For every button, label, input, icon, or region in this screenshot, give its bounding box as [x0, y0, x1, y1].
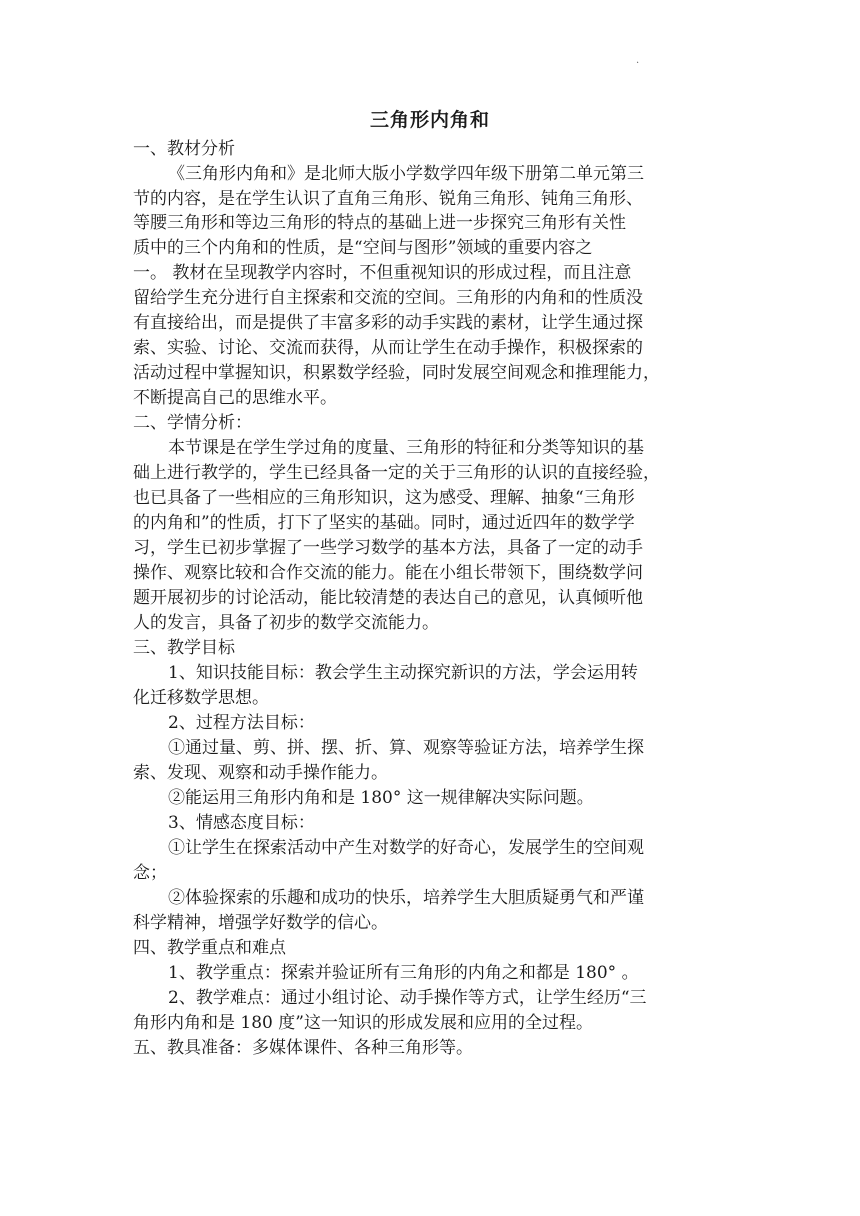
- text-line: 1、知识技能目标：教会学生主动探究新识的方法，学会运用转: [168, 663, 638, 683]
- text-line: 2、教学难点：通过小组讨论、动手操作等方式，让学生经历“三: [168, 988, 647, 1008]
- text-line: ①通过量、剪、拼、摆、折、算、观察等验证方法，培养学生探: [168, 738, 644, 758]
- text-line: 角形内角和是 180 度”这一知识的形成发展和应用的全过程。: [133, 1013, 593, 1033]
- text-line: ②能运用三角形内角和是 180° 这一规律解决实际问题。: [168, 788, 594, 808]
- text-line: 一。 教材在呈现教学内容时，不但重视知识的形成过程，而且注意: [133, 263, 632, 283]
- section-heading-objectives: 三、教学目标: [133, 638, 235, 658]
- section-heading-student-analysis: 二、学情分析：: [133, 413, 252, 433]
- text-line: 等腰三角形和等边三角形的特点的基础上进一步探究三角形有关性: [133, 213, 626, 233]
- text-line: 念；: [133, 863, 167, 883]
- text-line: 活动过程中掌握知识，积累数学经验，同时发展空间观念和推理能力，: [133, 363, 660, 383]
- text-line: 1、教学重点：探索并验证所有三角形的内角之和都是 180° 。: [168, 963, 639, 983]
- section-heading-textbook-analysis: 一、教材分析: [133, 139, 235, 159]
- text-line: 《三角形内角和》是北师大版小学数学四年级下册第二单元第三: [168, 164, 644, 184]
- section-heading-key-points: 四、教学重点和难点: [133, 938, 286, 958]
- text-line: 化迁移数学思想。: [133, 688, 269, 708]
- text-line: 不断提高自己的思维水平。: [133, 388, 337, 408]
- text-line: 2、过程方法目标：: [168, 713, 315, 733]
- text-line: 人的发言，具备了初步的数学交流能力。: [133, 613, 439, 633]
- text-line: 节的内容，是在学生认识了直角三角形、锐角三角形、钝角三角形、: [133, 189, 643, 209]
- text-line: 留给学生充分进行自主探索和交流的空间。三角形的内角和的性质没: [133, 288, 643, 308]
- text-line: 3、情感态度目标：: [168, 813, 315, 833]
- text-line: 础上进行教学的，学生已经具备一定的关于三角形的认识的直接经验，: [133, 463, 660, 483]
- text-line: 索、实验、讨论、交流而获得，从而让学生在动手操作，积极探索的: [133, 338, 643, 358]
- text-line: 本节课是在学生学过角的度量、三角形的特征和分类等知识的基: [168, 438, 644, 458]
- text-line: 习，学生已初步掌握了一些学习数学的基本方法，具备了一定的动手: [133, 538, 643, 558]
- text-line: 题开展初步的讨论活动，能比较清楚的表达自己的意见，认真倾听他: [133, 588, 643, 608]
- text-line: 科学精神，增强学好数学的信心。: [133, 913, 388, 933]
- section-heading-materials: 五、教具准备：多媒体课件、各种三角形等。: [133, 1038, 473, 1058]
- text-line: ①让学生在探索活动中产生对数学的好奇心，发展学生的空间观: [168, 838, 644, 858]
- text-line: 索、发现、观察和动手操作能力。: [133, 763, 388, 783]
- text-line: 的内角和”的性质，打下了坚实的基础。同时，通过近四年的数学学: [133, 513, 635, 533]
- text-line: 也已具备了一些相应的三角形知识，这为感受、理解、抽象“三角形: [133, 488, 635, 508]
- text-line: 操作、观察比较和合作交流的能力。能在小组长带领下，围绕数学问: [133, 563, 643, 583]
- corner-mark: .: [636, 55, 640, 66]
- text-line: 质中的三个内角和的性质，是“空间与图形”领域的重要内容之: [133, 238, 593, 258]
- text-line: ②体验探索的乐趣和成功的快乐，培养学生大胆质疑勇气和严谨: [168, 888, 644, 908]
- text-line: 有直接给出，而是提供了丰富多彩的动手实践的素材，让学生通过探: [133, 313, 643, 333]
- page-title: 三角形内角和: [369, 109, 490, 131]
